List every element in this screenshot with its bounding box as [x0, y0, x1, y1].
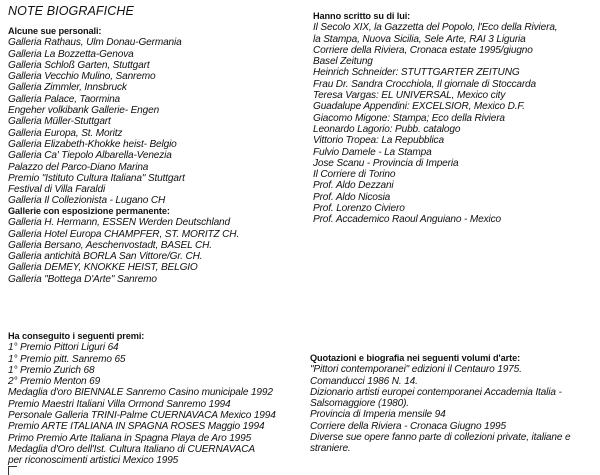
list-item: Prof. Lorenzo Civiero: [313, 203, 405, 215]
list-item: Il Corriere di Torino: [313, 169, 396, 181]
list-item: Il Secolo XIX, la Gazzetta del Popolo, l'Eco della Riviera,: [313, 22, 558, 34]
list-item: Galleria Müller-Stuttgart: [8, 116, 111, 128]
list-item: Engeher volkibank Gallerie- Engen: [8, 105, 160, 117]
awards-heading: Ha conseguito i seguenti premi:: [8, 331, 145, 341]
list-item: Galleria Il Collezionista - Lugano CH: [8, 195, 166, 207]
permanent-exhibitions-heading: Gallerie con esposizione permanente:: [8, 206, 170, 216]
list-item: Leonardo Lagorio: Pubb. catalogo: [313, 123, 461, 135]
list-item: Premio Maestri Italiani Villa Ormond Sanremo 1994: [8, 398, 231, 410]
list-item: Galleria Elizabeth-Khokke heist- Belgio: [8, 138, 177, 150]
list-item: Guadalupe Appendini: EXCELSIOR, Mexico D.F.: [313, 101, 525, 113]
list-item: Primo Premio Arte Italiana in Spagna Playa de Aro 1995: [8, 432, 252, 444]
list-item: Galleria Zimmler, Innsbruck: [8, 82, 127, 94]
personal-exhibitions-heading: Alcune sue personali:: [8, 26, 102, 36]
list-item: Basel Zeitung: [313, 56, 373, 68]
list-item: Galleria Europa, St. Moritz: [8, 127, 123, 139]
list-item: 1° Premio Zurich 68: [8, 364, 95, 376]
list-item: "Pittori contemporanei" edizioni il Centauro 1975.: [310, 364, 522, 376]
list-item: 1° Premio pitt. Sanremo 65: [8, 353, 126, 365]
list-item: Diverse sue opere fanno parte di collezioni private, italiane e: [310, 432, 571, 444]
list-item: Dizionario artisti europei contemporanei Accademia Italia -: [310, 386, 562, 398]
list-item: 2° Premio Menton 69: [8, 376, 101, 388]
list-item: Corriere della Riviera - Cronaca Giugno 1995: [310, 420, 506, 432]
list-item: Fulvio Damele - La Stampa: [313, 146, 432, 158]
list-item: Prof. Aldo Nicosia: [313, 191, 391, 203]
list-item: Prof. Accademico Raoul Anguiano - Mexico: [313, 214, 501, 226]
list-item: Giacomo Migone: Stampa; Eco della Riviera: [313, 112, 505, 124]
list-item: per riconoscimenti artistici Mexico 1995: [8, 455, 179, 467]
list-item: Galleria Schloß Garten, Stuttgart: [8, 59, 150, 71]
list-item: Galleria Rathaus, Ulm Donau-Germania: [8, 37, 182, 49]
list-item: Galleria "Bottega D'Arte" Sanremo: [8, 273, 157, 285]
list-item: Prof. Aldo Dezzani: [313, 180, 394, 192]
list-item: Galleria La Bozzetta-Genova: [8, 48, 134, 60]
press-section: [313, 11, 557, 226]
crop-mark: [8, 466, 17, 475]
list-item: Galleria Palace, Taormina: [8, 93, 121, 105]
list-item: straniere.: [310, 443, 351, 455]
list-item: Premio "Istituto Cultura Italiana" Stuttgart: [8, 172, 185, 184]
volumes-section: [310, 353, 570, 455]
permanent-exhibitions-section: [8, 206, 239, 285]
list-item: Jose Scanu - Provincia di Imperia: [313, 157, 459, 169]
list-item: Galleria antichità BORLA San Vittore/Gr. CH.: [8, 251, 203, 263]
awards-section: [8, 331, 276, 467]
list-item: Provincia di Imperia mensile 94: [310, 409, 446, 421]
list-item: Heinrich Schneider: STUTTGARTER ZEITUNG: [313, 67, 520, 79]
list-item: Galleria DEMEY, KNOKKE HEIST, BELGIO: [8, 262, 198, 274]
list-item: la Stampa, Nuova Sicilia, Sele Arte, RAI 3 Liguria: [313, 33, 526, 45]
personal-exhibitions-section: [8, 26, 185, 207]
list-item: Galleria H. Hermann, ESSEN Werden Deutschland: [8, 217, 230, 229]
list-item: Festival di Villa Faraldi: [8, 184, 106, 196]
list-item: Galleria Hotel Europa CHAMPFER, ST. MORITZ CH.: [8, 228, 240, 240]
list-item: Salsomaggiore (1980).: [310, 398, 409, 410]
list-item: Galleria Ca' Tiepolo Albarella-Venezia: [8, 150, 172, 162]
list-item: Galleria Bersano, Aeschenvostadt, BASEL CH.: [8, 239, 212, 251]
list-item: Medaglia d'oro BIENNALE Sanremo Casino municipale 1992: [8, 387, 273, 399]
list-item: Teresa Vargas: EL UNIVERSAL, Mexico city: [313, 90, 506, 102]
list-item: Medaglia d'Oro dell'Ist. Cultura Italiano di CUERNAVACA: [8, 443, 255, 455]
list-item: Galleria Vecchio Mulino, Sanremo: [8, 71, 156, 83]
page-title: NOTE BIOGRAFICHE: [8, 4, 134, 18]
press-heading: Hanno scritto su di lui:: [313, 11, 411, 21]
list-item: Corriere della Riviera, Cronaca estate 1995/giugno: [313, 44, 533, 56]
list-item: 1° Premio Pittori Liguri 64: [8, 342, 119, 354]
list-item: Palazzo del Parco-Diano Marina: [8, 161, 149, 173]
volumes-heading: Quotazioni e biografia nei seguenti volumi d'arte:: [310, 353, 521, 363]
list-item: Vittorio Tropea: La Repubblica: [313, 135, 444, 147]
list-item: Comanducci 1986 N. 14.: [310, 375, 418, 387]
list-item: Frau Dr. Sandra Crocchiola, Il giornale di Stoccarda: [313, 78, 536, 90]
list-item: Personale Galleria TRINI-Palme CUERNAVACA Mexico 1994: [8, 410, 276, 422]
list-item: Premio ARTE ITALIANA IN SPAGNA ROSES Maggio 1994: [8, 421, 265, 433]
